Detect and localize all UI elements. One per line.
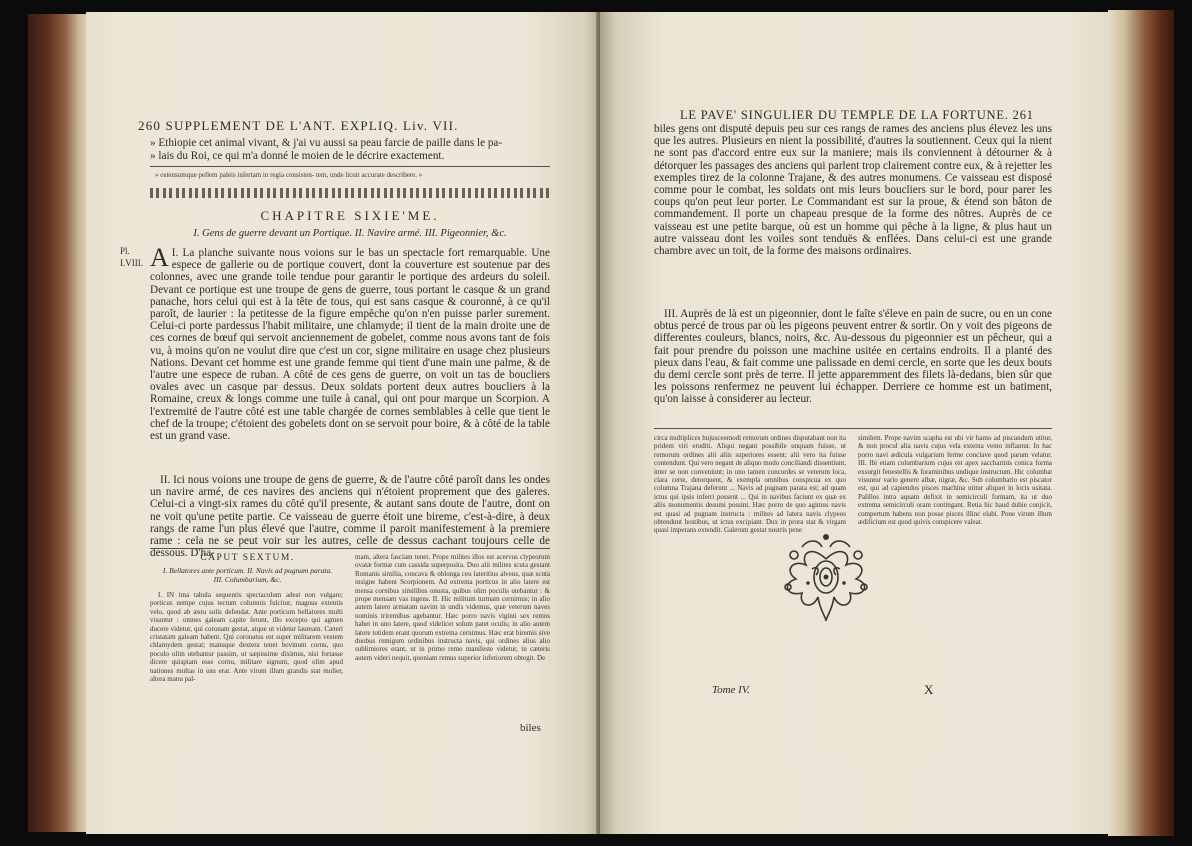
right-latin-rule	[654, 428, 1052, 429]
margin-ref-plate: I.VIII.	[120, 258, 143, 268]
latin-title: CAPUT SEXTUM.	[200, 553, 295, 563]
right-paragraph-1-text: biles gens ont disputé depuis peu sur ces rangs de rames des anciens plus élevez les uns que les autres. Plusieurs en nient la possibilité, d'autres la soutiennent. Ceux qui la nient ne sont pas d'accord entre eux sur la maniere; mais ils conviennent à détourner & à détorquer les passages des anciens qui parlent trop clairement contre eux, & à rejetter les exemples tirez de la colonne Trajane, & des autres monumens. Ce vaisseau est disposé comme pour le combat, les soldats ont mis leurs boucliers sur le bord, pour parer les coups qu'on peut leur porter. Le Commandant est sur la proue, & étend son bâton de commandement. Il porte un chapeau presque de la forme des nôtres. Auprès de ce vaisseau est une petite barque, où est un homme qui pêche à la ligne, & plus haut un autre vaisseau dont les voiles sont tenduës & enflées. Dans celui-ci est une grande chambre avec un toit, de la forme des maisons ordinaires.	[654, 123, 1052, 258]
right-latin-col-2-text: similem. Prope navim scapha est ubi vir hamo ad piscandum utitur, & non procul alia navis cujus vela extenta vento inflantur. In hac porro navi ædicula vulgarium ferme conclave quod parum velatur. III. Ibi etiam columbarium cujus est apex saccharinis conica forma exsurgit fenestellis & foraminibus undique instructum. Hic columbæ visuntur vario genere albæ, nigræ, &c. Sub columbario est piscator est, qui ad capiendos pisces machina utitur aliquot in locis usitata. Palillos intra aquam defixit in semicirculi formam, ita ut duo extrema semicirculi oram contingant. Retia hic haud dubie conjicit, compertum habens non posse pisces illinc elabi. Pone virum illum ædificium est quod quivis conspicere valeat.	[858, 434, 1052, 527]
top-rule	[150, 166, 550, 167]
section-number: I.	[171, 247, 179, 259]
left-latin-column-1	[150, 591, 343, 727]
latin-subtitle-1: I. Bellatores ante porticum. II. Navis ad pugnam parata.	[162, 566, 333, 575]
latin-subtitle-2: III. Columbarium, &c.	[213, 575, 282, 584]
right-latin-col-1-text: circa multiplices hujusceemodi remorum ordines disputabant non ita pridem viri eruditi. Aliqui negant possibile unquam fuisse, ut remorum ordines alii aliis superiores essent; alii vero ita fuisse contendunt. Qui vero negant de aliquo modo conciliandi dissentiunt, inter se non conveniunt; in uno tamen concordes se veterum loca, clara certe, detorquent, & exempla omnibus conspicua ex quo columna Trajana deferunt ... Navis ad pugnam parata est; ad quam ictus qui ipsis inferri possent ... Qui in navibus faciunt ex quæ ex aliis monumentis desumi possint. Hæc porro de quo agimus navis est quasi ad pugnam instructa : milites ad latera navis clypeos obtendunt hostibus, ut ictus excipiant. Dux in prora stat & virgam quasi imperans extendit. Galerum gestat nostris pene	[654, 434, 846, 535]
latin-col-1-text: I. IN ima tabula sequentis spectaculum adest non vulgare; porticus nempe cujus tectum columnis fulcitur, magnus extentis velo, quod ab æstu solis defendat. Ante porticum bellatores multi visuntur : omnes galeam capite ferunt, illo excepto qui agmen ducere videtur, qui coronam gestat, atque ut videtur lauream. Cæteri cristatam galeam habent. Qui coronatus est super militarem vestem chlamydem gestat; manuque dextera tenet bovinum cornu, quo poculo olim utebantur passim, ut sæpissime diximus, nisi fortasse dicere quispiam esse cornu, militare signum, quod olim apud nationes multas in usu erat. Ante virum illum grandis stat mulier, altera manu pal-	[150, 591, 343, 684]
floral-vignette-icon	[772, 525, 880, 625]
chapter-title: CHAPITRE SIXIE'ME.	[260, 208, 440, 223]
right-latin-column-1	[654, 434, 846, 535]
latin-rule	[150, 548, 550, 549]
signature-letter: X	[924, 682, 934, 697]
right-paragraph-2	[654, 308, 1052, 422]
left-intro-line-1: » Ethiopie cet animal vivant, & j'ai vu aussi sa peau farcie de paille dans le pa-	[150, 137, 503, 149]
left-running-head: 260 SUPPLEMENT DE L'ANT. EXPLIQ. Liv. VII.	[138, 118, 459, 133]
drop-cap: A	[150, 243, 169, 272]
paragraph-2-text: II. Ici nous voions une troupe de gens de guerre, & de l'autre côté paroît dans les ondes un navire armé, de ces navires des anciens qui n'étoient proprement que des galeres. Celui-ci a vingt-six rames du côté qu'il presente, & autant sans doute de l'autre, dont on ne voit qu'une petite partie. Ce vaisseau de guerre étoit une bireme, c'est-à-dire, à deux rangs de rame l'un plus élevé que l'autre, comme il paroit manifestement à la premiere rame : cela ne se peut voir sur les autres, celle de dessus cachant toujours celle de dessous. D'ha-	[150, 474, 550, 560]
left-intro-line-2: » lais du Roi, ce qui m'a donné le moien de le décrire exactement.	[150, 150, 445, 162]
margin-ref-pl: Pl.	[120, 246, 130, 256]
ornamental-band	[150, 188, 550, 198]
right-running-head: LE PAVE' SINGULIER DU TEMPLE DE LA FORTUNE. 261	[680, 108, 1034, 122]
right-latin-column-2	[858, 434, 1052, 527]
catchword: biles	[520, 722, 541, 734]
latin-col-2-text: mam, altera fasciam tenet. Prope milites illos est acervus clypeorum ovatæ formæ cum cassida superposita. Duo alii milites scuta gestant Romanis similia, concava & oblonga ceu lateritius alveus, quæ scuta insigne habent Scorpionem. Ad extrema porticus in alio latere est mensa cornibus similibus onusta, quibus olim poculis utebantur : & prope mensam vas ingens. II. Hic militum turmam cernimus; in alio autem latere armatam navim in undis videmus, quæ veterum naves nominis triremibus agebantur. Hæc porro navis viginti sex remos habet in uno latere, quod videlicet solum patet oculis; in alio autem latere totidem erant quorum extrema cernimus. Hæc erat biremis sive duobus remigum ordinibus instructa navis, qui ordines alius alio sublimiores erant, ut in primo remo manifeste videtur, in cæteris autem videri nequit, quoniam remus superior inferiorem obtegit. De	[355, 553, 550, 662]
right-paragraph-2-text: III. Auprès de là est un pigeonnier, dont le faîte s'éleve en pain de sucre, ou en un cone obtus percé de trous par où les pigeons peuvent entrer & sortir. On y voit des pigeons de differentes couleurs, blancs, noirs, &c. Au-dessous du pigeonnier est un pêcheur, qui a fait pour prendre du poisson une machine usitée en certains endroits. Il a planté des pieux dans l'eau, & fait comme une palissade en demi cercle, en sorte que les deux bouts du demi cercle sont près de terre. Il jette apparemment des filets là-dedans, bien sûr que les poissons renfermez ne peuvent lui échapper. Derriere ce homme est un batiment, qu'on laisse à considerer au lecteur.	[654, 308, 1052, 406]
left-latin-column-2	[355, 553, 550, 724]
left-paragraph-1	[150, 243, 550, 481]
book-edge-right	[1108, 10, 1174, 836]
paragraph-1-text: La planche suivante nous voions sur le bas un spectacle fort remarquable. Une espece de gallerie ou de portique couvert, dont la couverture est soutenue par des colonnes, avec une grande toile tendue pour garantir le portique des ardeurs du soleil. Devant ce portique est une troupe de gens de guerre, tous portant le casque & un grand panache, hors celui qui est à la tête de tous, qui est sans casque & couronné, à ce qu'il paroît, de laurier : la petitesse de la figure empêche qu'on n'en puisse parler surement. Celui-ci porte pardessus l'habit militaire, une chlamyde; il tient de la main droite une de ces cornes de bœuf qui servoit anciennement de gobelet, comme nous avons tant de fois vu, à moins qu'on ne voulut dire que c'est un cor, signe militaire en usage chez plusieurs Nations. Devant cet homme est une grande femme qui tient d'une main une palme, & de l'autre une espece de ruban. A côté de ces gens de guerre, on voit un tas de boucliers ovales avec un casque par dessus. Deux soldats portent deux autres boucliers à la Romaine, creux & longs comme une tuile à canal, qui ont pour marque un Scorpion. A l'extremité de l'autre côté est une table chargée de cornes semblables à celle que tient le chef de la troupe; c'étoient des gobelets dont on se servoit pour boire, & à côté de la table est un grand vase.	[150, 247, 550, 443]
signature-tome: Tome IV.	[712, 684, 750, 696]
book-edge-left	[28, 14, 88, 832]
chapter-subtitle: I. Gens de guerre devant un Portique. II. Navire armé. III. Pigeonnier, &c.	[193, 228, 507, 239]
intro-note: » ostensumque pellem paleis infertam in regia consisten- tem, unde licuit accurate describere. »	[155, 171, 423, 179]
right-paragraph-1	[654, 123, 1052, 309]
